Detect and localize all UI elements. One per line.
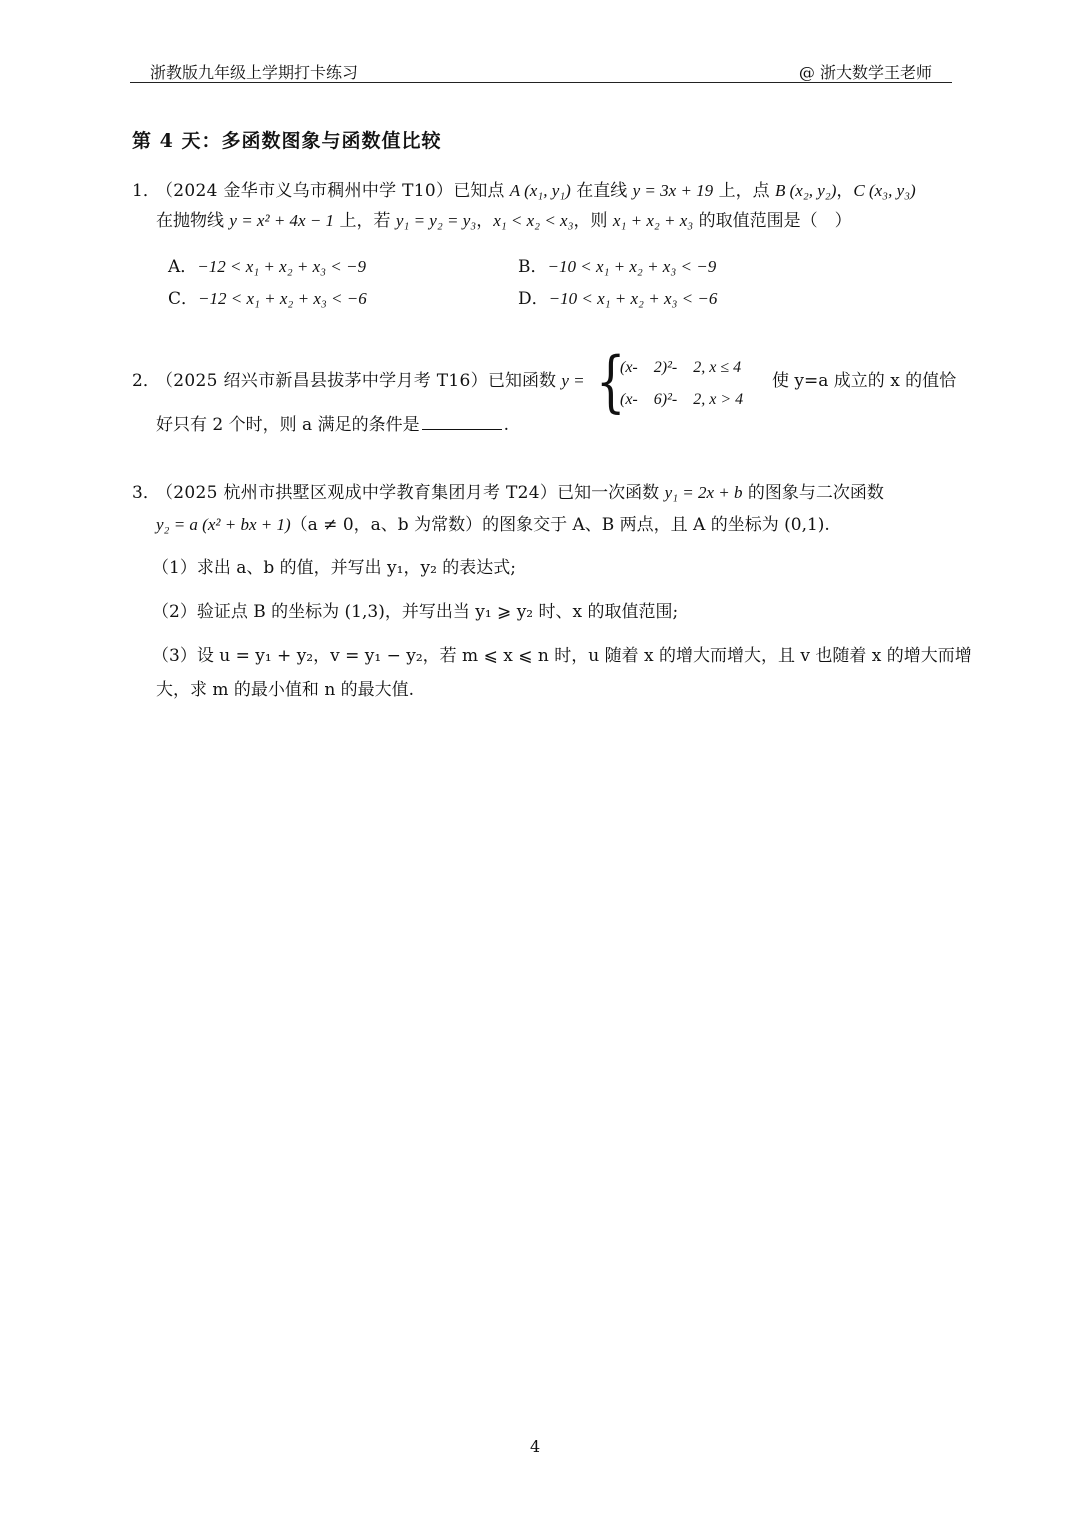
point-c: C (x₃, y₃)	[853, 181, 916, 200]
option-expression: −10 < x₁ + x₂ + x₃ < −6	[548, 289, 718, 308]
question-2-text: 已知函数	[487, 371, 562, 391]
question-2-text: .	[503, 415, 509, 435]
option-b	[518, 252, 716, 277]
question-1-text: 上，若	[334, 211, 396, 231]
sub-question-3: （3）设 u = y₁ + y₂，v = y₁ − y₂，若 m ⩽ x ⩽ n 时，u 随着 x 的增大而增大，且 v 也随着 x 的增大而增	[152, 646, 972, 666]
question-3-text: 已知一次函数	[557, 483, 665, 503]
question-1-text: 已知点	[453, 181, 510, 201]
question-2-line-2	[156, 410, 509, 440]
question-2-text-right: 使 y=a 成立的 x 的值恰	[772, 371, 957, 391]
question-1-text: 在直线	[570, 181, 633, 201]
question-1-source: （2024 金华市义乌市稠州中学 T10）	[156, 181, 454, 201]
question-1-text: 上，点	[713, 181, 775, 201]
condition-x-order: x₁ < x₂ < x₃	[493, 211, 574, 230]
option-d	[518, 284, 717, 309]
question-2	[132, 366, 585, 396]
point-b: B (x₂, y₂)	[774, 181, 837, 200]
header-author: @ 浙大数学王老师	[798, 63, 932, 82]
question-3-source: （2025 杭州市拱墅区观成中学教育集团月考 T24）	[156, 483, 558, 503]
sub-question-2: （2）验证点 B 的坐标为 (1,3)，并写出当 y₁ ⩾ y₂ 时、x 的取值范围;	[152, 602, 679, 622]
answer-blank[interactable]	[422, 411, 502, 430]
header-course-title: 浙教版九年级上学期打卡练习	[150, 63, 359, 82]
brace-icon: {	[596, 343, 626, 420]
sub-question-1: （1）求出 a、b 的值，并写出 y₁，y₂ 的表达式;	[152, 558, 517, 578]
quadratic-function: y₂ = a (x² + bx + 1)	[156, 515, 291, 534]
parabola-equation: y = x² + 4x − 1	[229, 211, 335, 230]
line-equation: y = 3x + 19	[632, 181, 714, 200]
question-1-text: ，	[836, 181, 854, 201]
question-1-text: ，则	[573, 211, 613, 231]
option-c	[168, 284, 367, 309]
question-2-source: （2025 绍兴市新昌县拔茅中学月考 T16）	[156, 371, 488, 391]
option-label: D．	[518, 289, 549, 309]
question-1-text: ，	[476, 211, 494, 231]
piece-1: (x- 2)²- 2, x ≤ 4	[620, 359, 742, 376]
option-label: C．	[168, 289, 199, 309]
page-number: 4	[530, 1437, 541, 1456]
page-header	[130, 58, 952, 83]
condition-y-equal: y₁ = y₂ = y₃	[395, 211, 477, 230]
question-1-text: 在抛物线	[156, 211, 230, 231]
option-a	[168, 252, 366, 277]
question-2-text: 好只有 2 个时，则 a 满足的条件是	[156, 415, 420, 435]
option-label: B．	[518, 257, 548, 277]
question-3-text: 的图象与二次函数	[742, 483, 884, 503]
question-2-number: 2．	[132, 371, 160, 391]
question-3	[132, 478, 962, 540]
question-3-number: 3．	[132, 483, 160, 503]
option-expression: −12 < x₁ + x₂ + x₃ < −9	[197, 257, 366, 276]
sub-question-3-cont: 大，求 m 的最小值和 n 的最大值.	[156, 680, 415, 700]
question-1-text: 的取值范围是（ ）	[693, 211, 852, 231]
piecewise-function	[596, 343, 766, 420]
linear-function: y₁ = 2x + b	[664, 483, 743, 502]
function-y: y =	[561, 371, 585, 390]
option-expression: −10 < x₁ + x₂ + x₃ < −9	[547, 257, 717, 276]
point-a: A (x₁, y₁)	[509, 181, 571, 200]
question-3-text: （a ≠ 0，a、b 为常数）的图象交于 A、B 两点，且 A 的坐标为 (0,1).	[290, 515, 830, 535]
piece-2: (x- 6)²- 2, x > 4	[620, 391, 744, 408]
page-title: 第 4 天：多函数图象与函数值比较	[132, 130, 442, 152]
option-expression: −12 < x₁ + x₂ + x₃ < −6	[198, 289, 367, 308]
option-label: A．	[168, 257, 198, 277]
question-1	[132, 176, 962, 236]
question-1-number: 1．	[132, 181, 160, 201]
sum-expression: x₁ + x₂ + x₃	[612, 211, 694, 230]
